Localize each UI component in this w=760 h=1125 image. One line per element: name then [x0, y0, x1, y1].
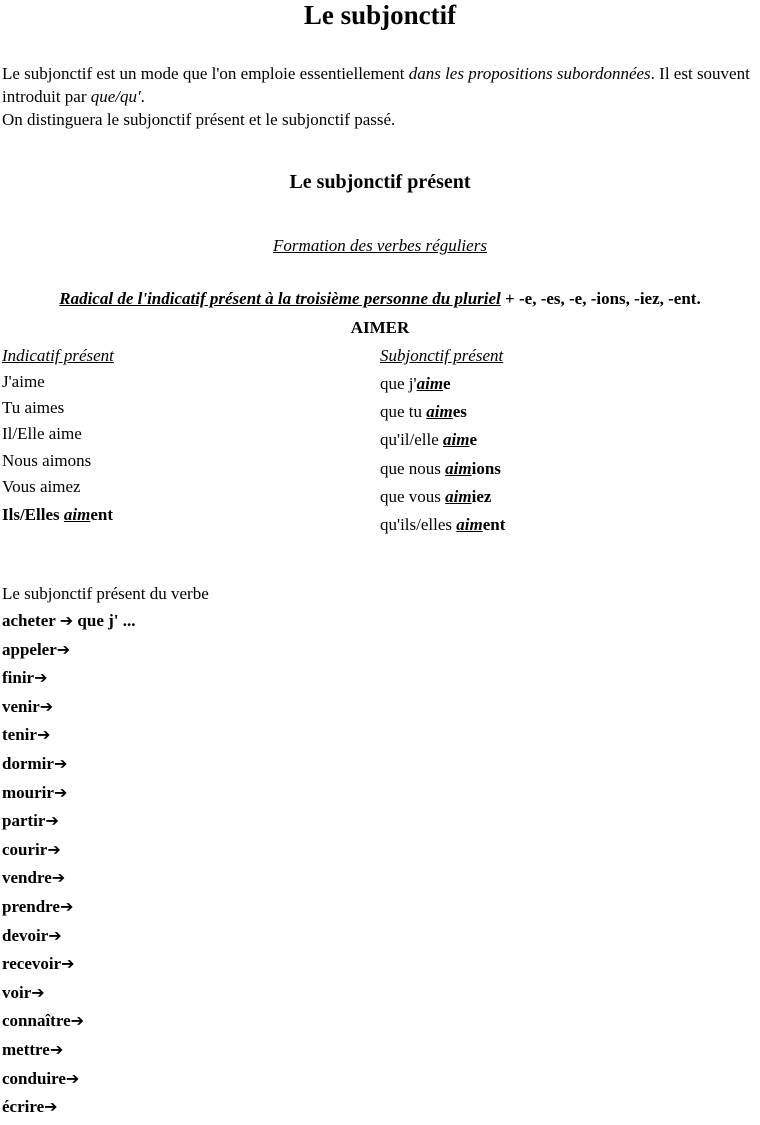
verb-item: [2, 925, 136, 954]
verb-item: [2, 639, 136, 668]
arrow-icon: ➔: [31, 982, 45, 1002]
verb-name: appeler: [2, 639, 57, 659]
arrow-icon: ➔: [34, 668, 48, 688]
formation-rule: [0, 289, 760, 309]
arrow-icon: ➔: [49, 1039, 64, 1059]
indicatif-form: Tu aimes: [2, 398, 65, 417]
section-title: Le subjonctif présent: [289, 171, 471, 193]
arrow-icon: ➔: [48, 925, 62, 945]
verb-item: [2, 1096, 136, 1125]
form-stem: aim: [443, 430, 470, 449]
intro-text: [2, 62, 758, 131]
verb-item: [2, 810, 136, 839]
arrow-icon: ➔: [44, 1097, 58, 1117]
verb-item: [2, 782, 136, 811]
verb-item: [2, 753, 136, 782]
indicatif-form: J'aime: [2, 372, 45, 391]
verb-item: [2, 839, 136, 868]
form-stem: aim: [63, 505, 91, 524]
arrow-icon: ➔: [36, 725, 51, 745]
verb-item: [2, 667, 136, 696]
formation-heading: [0, 236, 760, 256]
form-stem: aim: [445, 459, 472, 478]
form-ending: ent: [90, 505, 113, 524]
verb-name: mettre: [2, 1039, 50, 1059]
form-ending: e: [443, 374, 451, 393]
page-title: Le subjonctif: [303, 0, 457, 30]
intro-italic-text: dans les propositions subordonnées: [408, 64, 651, 83]
form-prefix: que vous: [380, 487, 446, 506]
verb-name: conduire: [2, 1068, 66, 1088]
subjonctif-form: [380, 430, 477, 450]
intro-paragraph-1: [2, 62, 758, 108]
verb-name: finir: [2, 668, 35, 688]
indicatif-form: Il/Elle aime: [2, 424, 82, 443]
form-prefix: qu'ils/elles: [380, 515, 457, 534]
verb-list: [2, 610, 136, 1125]
verb-item: [2, 1010, 136, 1039]
form-prefix: qu'il/elle: [380, 430, 444, 449]
intro-text-segment: Le subjonctif est un mode que l'on emploie essentiellement: [2, 64, 409, 83]
subjonctif-form: [380, 402, 467, 422]
form-prefix: que tu: [380, 402, 427, 421]
rule-endings: + -e, -es, -e, -ions, -iez, -ent.: [500, 289, 701, 308]
subjonctif-form: [380, 487, 491, 507]
exercise-intro: Le subjonctif présent du verbe: [2, 584, 209, 603]
arrow-icon: ➔: [56, 639, 71, 659]
verb-name: tenir: [2, 725, 37, 745]
verb-item: [2, 982, 136, 1011]
arrow-icon: ➔: [51, 868, 66, 888]
arrow-icon: ➔: [45, 811, 59, 831]
verb-name: partir: [2, 811, 46, 831]
verb-item: [2, 696, 136, 725]
verb-item: [2, 724, 136, 753]
verb-name: courir: [2, 839, 48, 859]
verb-name: devoir: [2, 925, 49, 945]
verb-name: acheter: [2, 611, 56, 630]
verb-name: prendre: [2, 896, 60, 916]
verb-item: [2, 953, 136, 982]
intro-text-segment: . Il est souvent introduit par: [2, 64, 750, 106]
rule-italic: Radical de l'indicatif présent à la troisième personne du pluriel: [59, 289, 501, 308]
indicatif-form: [2, 505, 113, 525]
verb-name: recevoir: [2, 954, 62, 974]
verb-name: écrire: [2, 1097, 45, 1117]
form-ending: ions: [471, 459, 501, 478]
form-ending: ent: [482, 515, 506, 534]
verb-name: dormir: [2, 753, 54, 773]
arrow-icon: ➔: [59, 611, 74, 630]
form-stem: aim: [416, 374, 444, 393]
verb-prompt: que j' ...: [73, 611, 136, 630]
form-ending: iez: [471, 487, 492, 506]
indicatif-form: Nous aimons: [2, 451, 92, 470]
arrow-icon: ➔: [70, 1011, 85, 1031]
indicatif-header: Indicatif présent: [2, 346, 114, 365]
verb-heading: AIMER: [350, 318, 410, 337]
form-stem: aim: [445, 487, 472, 506]
arrow-icon: ➔: [53, 782, 68, 802]
arrow-icon: ➔: [65, 1068, 80, 1088]
verb-item: [2, 896, 136, 925]
form-prefix: que j': [380, 374, 417, 393]
subjonctif-form: [380, 515, 505, 535]
form-prefix: Ils/Elles: [2, 505, 64, 524]
verb-name: connaître: [2, 1011, 71, 1031]
verb-item: [2, 610, 136, 639]
verb-item: [2, 1039, 136, 1068]
subjonctif-header: Subjonctif présent: [380, 346, 504, 365]
indicatif-form: Vous aimez: [2, 477, 81, 496]
verb-name: voir: [2, 982, 32, 1002]
intro-italic-text: que/qu': [90, 87, 141, 106]
subjonctif-form: [380, 459, 501, 479]
verb-name: vendre: [2, 868, 52, 888]
intro-text-segment: .: [140, 87, 145, 106]
arrow-icon: ➔: [61, 954, 75, 974]
verb-name: venir: [2, 696, 40, 716]
subjonctif-form: [380, 374, 451, 394]
formation-heading-text: Formation des verbes réguliers: [273, 236, 487, 255]
arrow-icon: ➔: [53, 753, 68, 773]
verb-name: mourir: [2, 782, 54, 802]
form-stem: aim: [426, 402, 453, 421]
arrow-icon: ➔: [47, 839, 61, 859]
form-stem: aim: [456, 515, 483, 534]
intro-paragraph-2: On distinguera le subjonctif présent et le subjonctif passé.: [2, 110, 396, 129]
form-prefix: que nous: [380, 459, 446, 478]
form-ending: es: [452, 402, 467, 421]
verb-item: [2, 1068, 136, 1097]
arrow-icon: ➔: [39, 696, 54, 716]
form-ending: e: [469, 430, 478, 449]
verb-item: [2, 867, 136, 896]
arrow-icon: ➔: [59, 896, 74, 916]
